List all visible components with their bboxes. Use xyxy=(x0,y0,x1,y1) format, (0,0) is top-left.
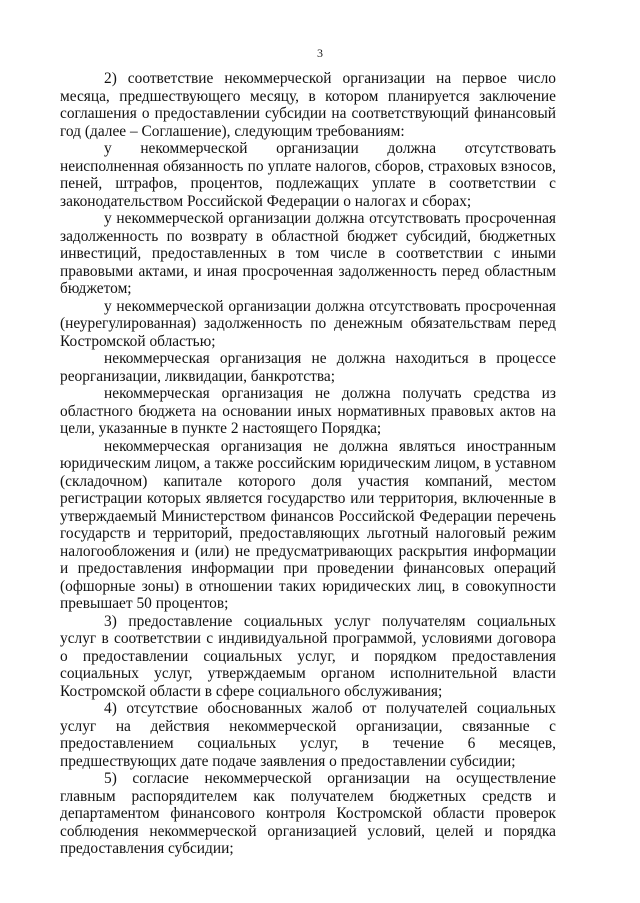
paragraph-item-5: 5) согласие некоммерческой организации на осуществление главным распорядителем как получателем бюджетных средств и департаментом финансового контроля Костромской области проверок соблюдения некоммерческой организацией условий, целей и порядка предоставления субсидии; xyxy=(60,770,556,857)
paragraph-no-monetary-debt: у некоммерческой организации должна отсутствовать просроченная (неурегулированная) задолженность по денежным обязательствам перед Костромской областью; xyxy=(60,297,556,350)
paragraph-not-foreign-entity: некоммерческая организация не должна являться иностранным юридическим лицом, а также российским юридическим лицом, в уставном (складочном) капитале которого доля участия компаний, местом регистрации которых является государство или территория, включенные в утверждаемый Министерством финансов Российской Федерации перечень государств и территорий, предоставляющих льготный налоговый режим налогообложения и (или) не предусматривающих раскрытия информации и предоставления информации при проведении финансовых операций (офшорные зоны) в отношении таких юридических лиц, в совокупности превышает 50 процентов; xyxy=(60,437,556,612)
document-body xyxy=(60,70,556,858)
paragraph-no-other-funds: некоммерческая организация не должна получать средства из областного бюджета на основании иных нормативных правовых актов на цели, указанные в пункте 2 настоящего Порядка; xyxy=(60,385,556,437)
paragraph-item-2: 2) соответствие некоммерческой организации на первое число месяца, предшествующего месяцу, в котором планируется заключение соглашения о предоставлении субсидии на соответствующий финансовый год (далее – Соглашение), следующим требованиям: xyxy=(60,70,556,140)
paragraph-item-3: 3) предоставление социальных услуг получателям социальных услуг в соответствии с индивидуальной программой, условиями договора о предоставлении социальных услуг, и порядком предоставления социальных услуг, утверждаемым органом исполнительной власти Костромской области в сфере социального обслуживания; xyxy=(60,612,556,700)
paragraph-no-budget-debt: у некоммерческой организации должна отсутствовать просроченная задолженность по возврату в областной бюджет субсидий, бюджетных инвестиций, предоставленных в том числе в соответствии с иными правовыми актами, и иная просроченная задолженность перед областным бюджетом; xyxy=(60,210,556,297)
page-number: 3 xyxy=(317,46,323,60)
paragraph-item-4: 4) отсутствие обоснованных жалоб от получателей социальных услуг на действия некоммерческой организации, связанные с предоставлением социальных услуг, в течение 6 месяцев, предшествующих дате подаче заявления о предоставлении субсидии; xyxy=(60,700,556,770)
paragraph-no-tax-debt: у некоммерческой организации должна отсутствовать неисполненная обязанность по уплате налогов, сборов, страховых взносов, пеней, штрафов, процентов, подлежащих уплате в соответствии с законодательством Российской Федерации о налогах и сборах; xyxy=(60,140,556,210)
paragraph-no-reorganization: некоммерческая организация не должна находиться в процессе реорганизации, ликвидации, банкротства; xyxy=(60,350,556,385)
